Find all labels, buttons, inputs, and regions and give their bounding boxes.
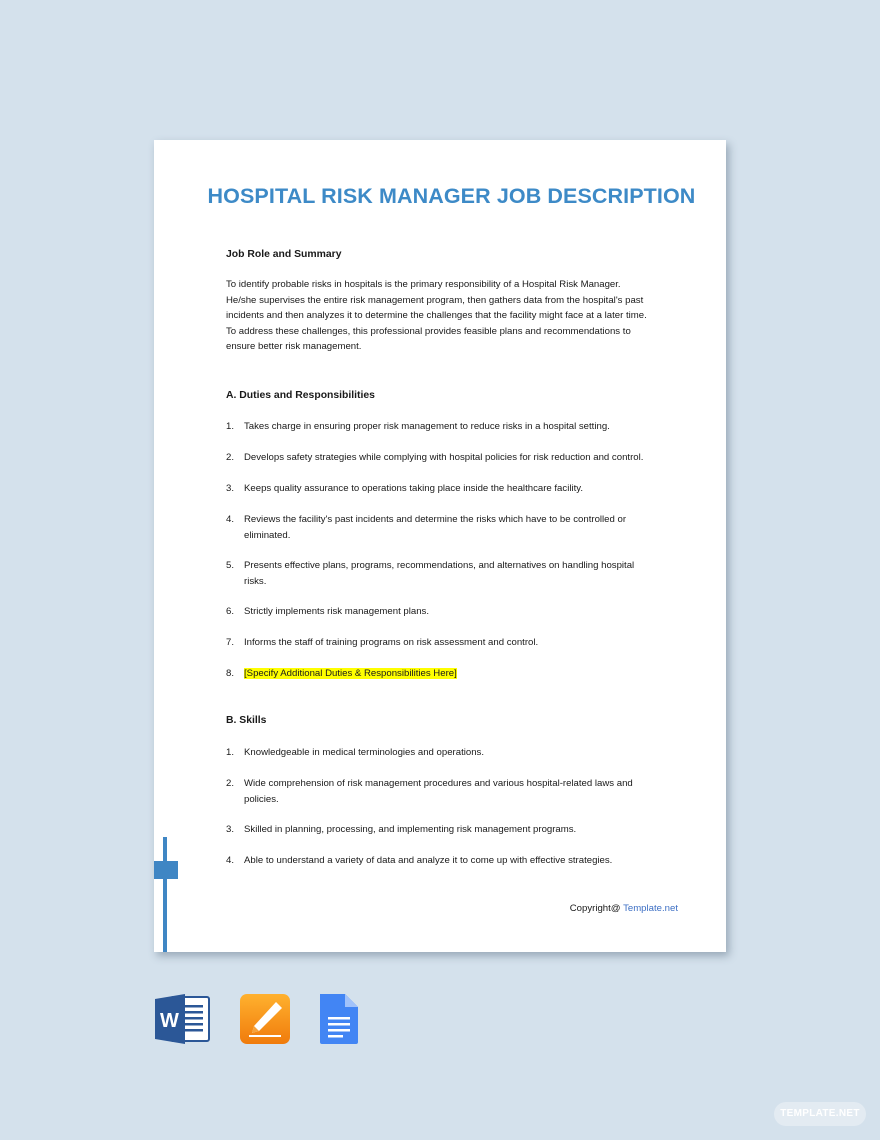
accent-block: [154, 861, 178, 879]
google-docs-icon[interactable]: [317, 993, 369, 1045]
duty-text: Presents effective plans, programs, recommendations, and alternatives on handling hospital: [244, 560, 635, 571]
document-page: [154, 140, 726, 952]
word-icon[interactable]: [155, 993, 207, 1045]
duty-number: 8.: [226, 668, 235, 679]
copyright-label: Copyright@: [569, 903, 621, 914]
skill-text: Knowledgeable in medical terminologies and operations.: [244, 747, 484, 758]
duty-text: Develops safety strategies while complying with hospital policies for risk reduction and control.: [244, 452, 644, 463]
skill-number: 4.: [226, 855, 235, 866]
duty-number: 1.: [226, 421, 235, 432]
placeholder-highlight[interactable]: [Specify Additional Duties & Responsibilities Here]: [244, 668, 457, 679]
summary-line: ensure better risk management.: [226, 341, 362, 353]
duties-heading: A. Duties and Responsibilities: [226, 390, 375, 401]
summary-heading: Job Role and Summary: [226, 249, 342, 260]
skill-text: Skilled in planning, processing, and implementing risk management programs.: [244, 824, 577, 835]
duty-text: Keeps quality assurance to operations taking place inside the healthcare facility.: [244, 483, 584, 494]
copyright: [570, 903, 678, 914]
duty-text: eliminated.: [244, 529, 291, 541]
accent-bar: [163, 837, 167, 952]
duty-text: Informs the staff of training programs on risk assessment and control.: [244, 637, 539, 648]
duty-text: Takes charge in ensuring proper risk management to reduce risks in a hospital setting.: [244, 421, 610, 432]
skill-number: 1.: [226, 747, 235, 758]
skills-heading: B. Skills: [226, 715, 267, 726]
skill-text: policies.: [244, 793, 279, 805]
template-net-badge[interactable]: TEMPLATE.NET: [774, 1102, 866, 1126]
skill-number: 3.: [226, 824, 235, 835]
summary-line: To address these challenges, this professional provides feasible plans and recommendations to: [226, 325, 631, 337]
skill-number: 2.: [226, 778, 235, 789]
copyright-link[interactable]: Template.net: [623, 903, 678, 914]
skill-text: Able to understand a variety of data and analyze it to come up with effective strategies.: [244, 855, 613, 866]
skill-text: Wide comprehension of risk management procedures and various hospital-related laws and: [244, 778, 633, 789]
duty-number: 6.: [226, 606, 235, 617]
document-title: HOSPITAL RISK MANAGER JOB DESCRIPTION: [207, 184, 696, 208]
duty-number: 3.: [226, 483, 235, 494]
duty-text: Strictly implements risk management plans.: [244, 606, 430, 617]
duty-number: 4.: [226, 514, 235, 525]
summary-line: incidents and then analyzes it to determine the challenges that the facility might face at a later time.: [226, 310, 647, 322]
summary-paragraph: [226, 277, 681, 355]
duty-text: Reviews the facility's past incidents and determine the risks which have to be controlled or: [244, 514, 627, 525]
duty-number: 7.: [226, 637, 235, 648]
duty-number: 5.: [226, 560, 235, 571]
pages-icon[interactable]: [239, 993, 291, 1045]
duty-number: 2.: [226, 452, 235, 463]
summary-line: He/she supervises the entire risk management program, then gathers data from the hospital's past: [226, 294, 644, 306]
summary-line: To identify probable risks in hospitals is the primary responsibility of a Hospital Risk Manager.: [226, 279, 621, 290]
word-letter: W: [160, 1010, 179, 1032]
duty-text: risks.: [244, 575, 267, 587]
